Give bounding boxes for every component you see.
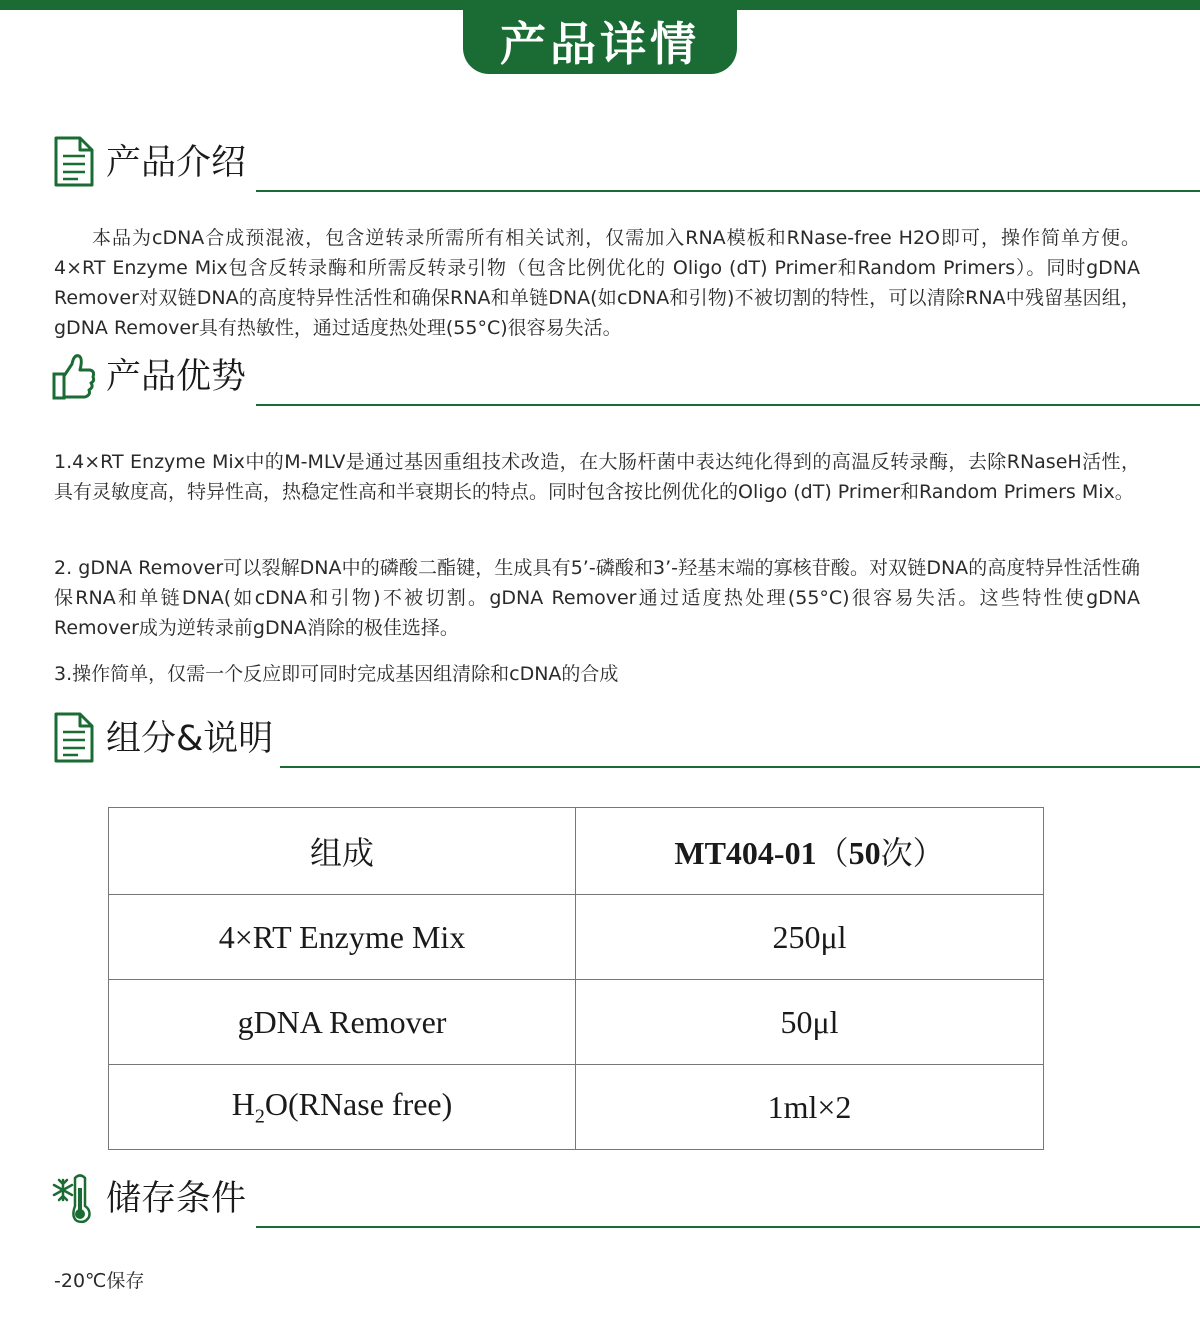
section-divider — [256, 404, 1200, 406]
section-header-intro — [52, 136, 1200, 192]
section-title: 产品优势 — [106, 357, 247, 397]
document-icon — [52, 712, 96, 764]
header-product-code — [576, 808, 1044, 895]
thumbs-up-icon — [52, 350, 96, 402]
reaction-unit: 次 — [880, 835, 913, 871]
formula-prefix: H — [231, 1085, 255, 1122]
thermometer-snowflake-icon — [52, 1172, 96, 1224]
component-amount: 250μl — [576, 895, 1044, 980]
advantage-item-1: 1.4×RT Enzyme Mix中的M-MLV是通过基因重组技术改造，在大肠杆菌中表达纯化得到的高温反转录酶，去除RNaseH活性，具有灵敏度高，特异性高，热稳定性高和半衰期长的特点。同时包含按比例优化的Oligo (dT) Primer和Random Primers Mix。 — [54, 451, 1140, 503]
intro-paragraph: 本品为cDNA合成预混液，包含逆转录所需所有相关试剂，仅需加入RNA模板和RNase-free H2O即可，操作简单方便。4×RT Enzyme Mix包含反转录酶和所需反转录引物（包含比例优化的 Oligo (dT) Primer和Random Primers）。同时gDNA Remover对双链DNA的高度特异性活性和确保RNA和单链DNA(如cDNA和引物)不被切割的特性，可以清除RNA中残留基因组，gDNA Remover具有热敏性，通过适度热处理(55°C)很容易失活。 — [54, 227, 1140, 339]
table-row — [109, 895, 1044, 980]
section-header-storage — [52, 1172, 1200, 1228]
section-divider — [256, 1226, 1200, 1228]
section-header-components — [52, 712, 1200, 768]
section-divider — [280, 766, 1200, 768]
component-name — [109, 1065, 576, 1150]
component-name: 4×RT Enzyme Mix — [109, 895, 576, 980]
table-row — [109, 980, 1044, 1065]
section-title: 产品介绍 — [106, 143, 247, 183]
components-table — [108, 807, 1044, 1150]
paren-close: ） — [912, 835, 945, 871]
paren-open: （ — [816, 835, 849, 871]
table-row — [109, 1065, 1044, 1150]
product-code: MT404-01 — [674, 835, 817, 871]
section-divider — [256, 190, 1200, 192]
section-header-advantages — [52, 350, 1200, 406]
component-amount: 50μl — [576, 980, 1044, 1065]
storage-text: -20℃保存 — [54, 1270, 145, 1292]
formula-subscript: 2 — [254, 1105, 265, 1128]
advantage-item-3: 3.操作简单，仅需一个反应即可同时完成基因组清除和cDNA的合成 — [54, 663, 619, 685]
header-composition: 组成 — [109, 808, 576, 895]
component-name: gDNA Remover — [109, 980, 576, 1065]
advantage-item-2: 2. gDNA Remover可以裂解DNA中的磷酸二酯键，生成具有5’-磷酸和3’-羟基末端的寡核苷酸。对双链DNA的高度特异性活性确保RNA和单链DNA(如cDNA和引物)不被切割。gDNA Remover通过适度热处理(55°C)很容易失活。这些特性使gDNA Remover成为逆转录前gDNA消除的极佳选择。 — [54, 557, 1140, 639]
page-title-banner — [463, 8, 737, 74]
section-title: 组分&说明 — [106, 719, 274, 759]
table-header-row — [109, 808, 1044, 895]
document-icon — [52, 136, 96, 188]
formula-suffix: O(RNase free) — [264, 1085, 453, 1122]
reaction-count: 50 — [848, 835, 881, 871]
section-title: 储存条件 — [106, 1179, 247, 1219]
page-title: 产品详情 — [500, 17, 700, 71]
component-amount: 1ml×2 — [576, 1065, 1044, 1150]
